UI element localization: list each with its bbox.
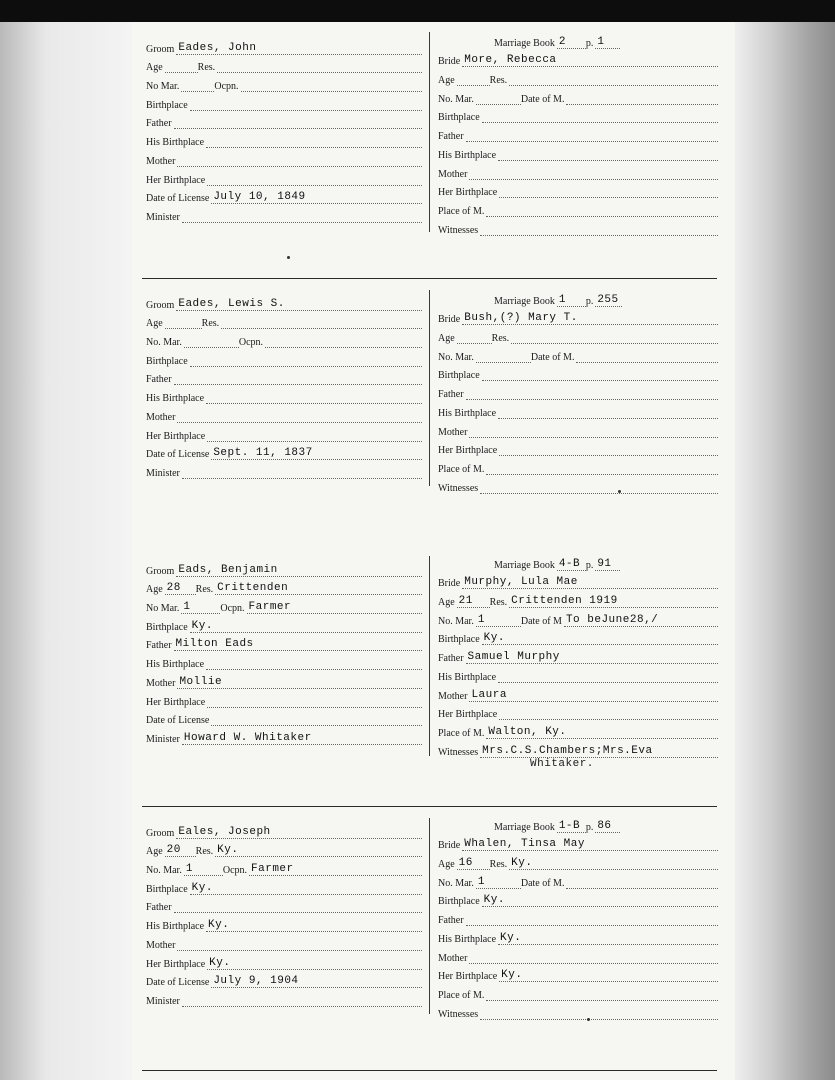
license-date-label: Date of License — [146, 715, 210, 727]
bride-birthplace — [482, 380, 718, 381]
his-birthplace-label: His Birthplace — [146, 659, 205, 671]
bride-her-birthplace — [499, 455, 718, 456]
minister-label: Minister — [146, 995, 180, 1007]
groom-his-birthplace — [206, 669, 422, 670]
her-birthplace-label: Her Birthplace — [438, 187, 498, 199]
groom-ocpn: Farmer — [247, 601, 422, 614]
birthplace-label: Birthplace — [146, 621, 188, 633]
book-volume: 1-B — [557, 820, 586, 833]
witnesses — [480, 493, 718, 494]
book-page: 86 — [595, 820, 620, 833]
minister — [182, 478, 422, 479]
bride-birthplace: Ky. — [482, 632, 718, 645]
place-of-marriage-label: Place of M. — [438, 205, 485, 217]
groom-age — [165, 328, 202, 329]
groom-mother — [177, 166, 422, 167]
no-mar-label: No. Mar. — [146, 865, 182, 877]
bride-label: Bride — [438, 314, 461, 326]
mother-label: Mother — [146, 677, 176, 689]
license-date-label: Date of License — [146, 449, 210, 461]
groom-column — [146, 558, 422, 745]
book-label: Marriage Book — [494, 37, 555, 49]
age-label: Age — [438, 333, 455, 345]
no-mar-label: No Mar. — [146, 81, 180, 93]
groom-her-birthplace — [207, 441, 422, 442]
groom-age: 28 — [165, 582, 196, 595]
groom-father: Milton Eads — [174, 638, 422, 651]
bride-father — [466, 925, 718, 926]
his-birthplace-label: His Birthplace — [146, 921, 205, 933]
res-label: Res. — [201, 318, 220, 330]
age-label: Age — [438, 75, 455, 87]
scan-speck — [287, 256, 290, 259]
her-birthplace-label: Her Birthplace — [146, 696, 206, 708]
his-birthplace-label: His Birthplace — [146, 393, 205, 405]
groom-ocpn — [241, 91, 422, 92]
groom-ocpn: Farmer — [249, 863, 422, 876]
groom-birthplace — [190, 110, 422, 111]
marriage-record-3 — [132, 556, 735, 816]
mother-label: Mother — [146, 939, 176, 951]
bride-her-birthplace: Ky. — [499, 969, 718, 982]
bride-res — [511, 343, 718, 344]
date-of-marriage — [566, 888, 718, 889]
book-volume: 1 — [557, 294, 586, 307]
res-label: Res. — [491, 333, 510, 345]
book-label: Marriage Book — [494, 295, 555, 307]
groom-name: Eades, John — [176, 42, 422, 55]
bride-mother — [469, 437, 718, 438]
minister — [182, 1006, 422, 1007]
ocpn-label: Ocpn. — [222, 865, 248, 877]
res-label: Res. — [489, 859, 508, 871]
bride-birthplace — [482, 122, 718, 123]
groom-res: Crittenden — [215, 582, 422, 595]
witnesses-label: Witnesses — [438, 482, 479, 494]
page-label: p. — [585, 559, 594, 571]
groom-column — [146, 292, 422, 479]
place-of-marriage-label: Place of M. — [438, 989, 485, 1001]
bride-label: Bride — [438, 578, 461, 590]
bride-her-birthplace — [499, 197, 718, 198]
her-birthplace-label: Her Birthplace — [146, 174, 206, 186]
book-label: Marriage Book — [494, 821, 555, 833]
groom-ocpn — [265, 347, 422, 348]
mother-label: Mother — [438, 690, 468, 702]
birthplace-label: Birthplace — [438, 634, 480, 646]
groom-mother: Mollie — [177, 676, 422, 689]
bride-column — [438, 552, 718, 772]
father-label: Father — [146, 374, 172, 386]
groom-father — [174, 912, 422, 913]
father-label: Father — [146, 118, 172, 130]
groom-label: Groom — [146, 827, 175, 839]
groom-no-mar — [184, 347, 239, 348]
father-label: Father — [146, 902, 172, 914]
no-mar-label: No. Mar. — [438, 877, 474, 889]
birthplace-label: Birthplace — [146, 355, 188, 367]
groom-res: Ky. — [215, 844, 422, 857]
groom-column — [146, 36, 422, 223]
bride-column — [438, 814, 718, 1020]
res-label: Res. — [195, 846, 214, 858]
bride-his-birthplace — [498, 160, 718, 161]
place-of-marriage: Walton, Ky. — [486, 726, 718, 739]
father-label: Father — [438, 653, 464, 665]
res-label: Res. — [489, 75, 508, 87]
groom-name: Eales, Joseph — [176, 826, 422, 839]
place-of-marriage — [486, 474, 718, 475]
bride-label: Bride — [438, 840, 461, 852]
groom-column — [146, 820, 422, 1007]
bride-no-mar: 1 — [476, 614, 521, 627]
witnesses-label: Witnesses — [438, 224, 479, 236]
date-of-marriage-label: Date of M. — [520, 93, 565, 105]
groom-mother — [177, 422, 422, 423]
bride-age — [457, 85, 490, 86]
bride-his-birthplace — [498, 682, 718, 683]
license-date-label: Date of License — [146, 193, 210, 205]
witnesses: Mrs.C.S.Chambers;Mrs.Eva — [480, 745, 718, 758]
mother-label: Mother — [438, 426, 468, 438]
marriage-record-4 — [132, 818, 735, 1078]
place-of-marriage — [486, 216, 718, 217]
groom-his-birthplace — [206, 147, 422, 148]
book-volume: 4-B — [557, 558, 586, 571]
groom-age — [165, 72, 198, 73]
minister-label: Minister — [146, 733, 180, 745]
bride-no-mar — [476, 104, 521, 105]
scan-right-margin — [735, 22, 835, 1080]
witnesses-label: Witnesses — [438, 1008, 479, 1020]
marriage-book-ref — [438, 552, 718, 571]
minister-label: Minister — [146, 467, 180, 479]
her-birthplace-label: Her Birthplace — [438, 709, 498, 721]
groom-birthplace: Ky. — [190, 620, 422, 633]
mother-label: Mother — [146, 155, 176, 167]
groom-label: Groom — [146, 565, 175, 577]
age-label: Age — [146, 584, 163, 596]
page-label: p. — [585, 37, 594, 49]
date-of-marriage: To beJune28,/ — [564, 614, 718, 627]
place-of-marriage-label: Place of M. — [438, 463, 485, 475]
bride-his-birthplace: Ky. — [498, 932, 718, 945]
res-label: Res. — [489, 597, 508, 609]
bride-birthplace: Ky. — [482, 894, 718, 907]
license-date — [211, 725, 422, 726]
bride-no-mar: 1 — [476, 876, 521, 889]
no-mar-label: No Mar. — [146, 603, 180, 615]
groom-mother — [177, 950, 422, 951]
birthplace-label: Birthplace — [438, 112, 480, 124]
bride-mother — [469, 179, 718, 180]
his-birthplace-label: His Birthplace — [438, 407, 497, 419]
father-label: Father — [146, 640, 172, 652]
date-of-marriage-label: Date of M — [520, 615, 562, 627]
bride-res — [509, 85, 718, 86]
bride-res: Crittenden 1919 — [509, 595, 718, 608]
groom-age: 20 — [165, 844, 196, 857]
marriage-record-1 — [132, 32, 735, 282]
bride-father — [466, 399, 718, 400]
age-label: Age — [146, 846, 163, 858]
ocpn-label: Ocpn. — [214, 81, 239, 93]
scan-speck — [618, 490, 621, 493]
marriage-record-2 — [132, 290, 735, 540]
father-label: Father — [438, 131, 464, 143]
bride-column — [438, 30, 718, 236]
his-birthplace-label: His Birthplace — [146, 137, 205, 149]
bride-age — [457, 343, 492, 344]
father-label: Father — [438, 915, 464, 927]
bride-age: 16 — [457, 857, 490, 870]
no-mar-label: No. Mar. — [146, 337, 182, 349]
groom-no-mar: 1 — [181, 601, 220, 614]
witnesses-label: Witnesses — [438, 746, 479, 758]
his-birthplace-label: His Birthplace — [438, 149, 497, 161]
her-birthplace-label: Her Birthplace — [438, 445, 498, 457]
book-page: 1 — [595, 36, 620, 49]
his-birthplace-label: His Birthplace — [438, 933, 497, 945]
place-of-marriage — [486, 1000, 718, 1001]
scan-top-border — [0, 0, 835, 22]
mother-label: Mother — [438, 168, 468, 180]
her-birthplace-label: Her Birthplace — [438, 971, 498, 983]
ocpn-label: Ocpn. — [238, 337, 264, 349]
bride-column — [438, 288, 718, 494]
bride-name: Bush,(?) Mary T. — [462, 312, 718, 325]
witnesses-continued: Whitaker. — [530, 757, 594, 770]
book-page: 255 — [595, 294, 621, 307]
license-date: Sept. 11, 1837 — [211, 447, 422, 460]
groom-no-mar: 1 — [184, 863, 223, 876]
marriage-book-ref — [438, 814, 718, 833]
minister: Howard W. Whitaker — [182, 732, 422, 745]
bride-father — [466, 141, 718, 142]
groom-his-birthplace: Ky. — [206, 919, 422, 932]
her-birthplace-label: Her Birthplace — [146, 430, 206, 442]
groom-label: Groom — [146, 299, 175, 311]
scan-speck — [587, 1018, 590, 1021]
date-of-marriage — [576, 362, 718, 363]
groom-label: Groom — [146, 43, 175, 55]
groom-name: Eades, Lewis S. — [176, 298, 422, 311]
bride-mother — [469, 963, 718, 964]
groom-birthplace: Ky. — [190, 882, 422, 895]
place-of-marriage-label: Place of M. — [438, 727, 485, 739]
license-date: July 9, 1904 — [211, 975, 422, 988]
groom-father — [174, 384, 422, 385]
minister-label: Minister — [146, 211, 180, 223]
minister — [182, 222, 422, 223]
bride-no-mar — [476, 362, 531, 363]
res-label: Res. — [197, 62, 216, 74]
bride-his-birthplace — [498, 418, 718, 419]
mother-label: Mother — [438, 952, 468, 964]
date-of-marriage-label: Date of M. — [530, 351, 575, 363]
page-label: p. — [585, 821, 594, 833]
no-mar-label: No. Mar. — [438, 615, 474, 627]
witnesses — [480, 235, 718, 236]
book-page: 91 — [595, 558, 620, 571]
res-label: Res. — [195, 584, 214, 596]
bride-her-birthplace — [499, 719, 718, 720]
groom-father — [174, 128, 422, 129]
groom-name: Eads, Benjamin — [176, 564, 422, 577]
bride-age: 21 — [457, 595, 490, 608]
date-of-marriage — [566, 104, 718, 105]
groom-her-birthplace — [207, 185, 422, 186]
license-date-label: Date of License — [146, 977, 210, 989]
groom-his-birthplace — [206, 403, 422, 404]
groom-res — [221, 328, 422, 329]
his-birthplace-label: His Birthplace — [438, 671, 497, 683]
date-of-marriage-label: Date of M. — [520, 877, 565, 889]
book-volume: 2 — [557, 36, 586, 49]
mother-label: Mother — [146, 411, 176, 423]
age-label: Age — [438, 859, 455, 871]
ocpn-label: Ocpn. — [220, 603, 245, 615]
book-label: Marriage Book — [494, 559, 555, 571]
no-mar-label: No. Mar. — [438, 93, 474, 105]
groom-no-mar — [181, 91, 214, 92]
age-label: Age — [146, 318, 163, 330]
bride-father: Samuel Murphy — [466, 651, 718, 664]
groom-her-birthplace — [207, 707, 422, 708]
license-date: July 10, 1849 — [211, 191, 422, 204]
bride-label: Bride — [438, 56, 461, 68]
her-birthplace-label: Her Birthplace — [146, 958, 206, 970]
scan-left-margin — [0, 22, 132, 1080]
birthplace-label: Birthplace — [146, 883, 188, 895]
record-divider — [142, 1070, 717, 1071]
record-divider — [142, 278, 717, 279]
bride-res: Ky. — [509, 857, 718, 870]
record-divider — [142, 806, 717, 807]
groom-birthplace — [190, 366, 422, 367]
birthplace-label: Birthplace — [438, 896, 480, 908]
bride-name: More, Rebecca — [462, 54, 718, 67]
witnesses — [480, 1019, 718, 1020]
no-mar-label: No. Mar. — [438, 351, 474, 363]
groom-res — [217, 72, 422, 73]
bride-name: Murphy, Lula Mae — [462, 576, 718, 589]
age-label: Age — [438, 597, 455, 609]
father-label: Father — [438, 389, 464, 401]
marriage-book-ref — [438, 288, 718, 307]
bride-mother: Laura — [469, 689, 718, 702]
marriage-book-ref — [438, 30, 718, 49]
birthplace-label: Birthplace — [146, 99, 188, 111]
page-label: p. — [585, 295, 594, 307]
bride-name: Whalen, Tinsa May — [462, 838, 718, 851]
age-label: Age — [146, 62, 163, 74]
record-card-page — [132, 22, 735, 1080]
groom-her-birthplace: Ky. — [207, 957, 422, 970]
birthplace-label: Birthplace — [438, 370, 480, 382]
